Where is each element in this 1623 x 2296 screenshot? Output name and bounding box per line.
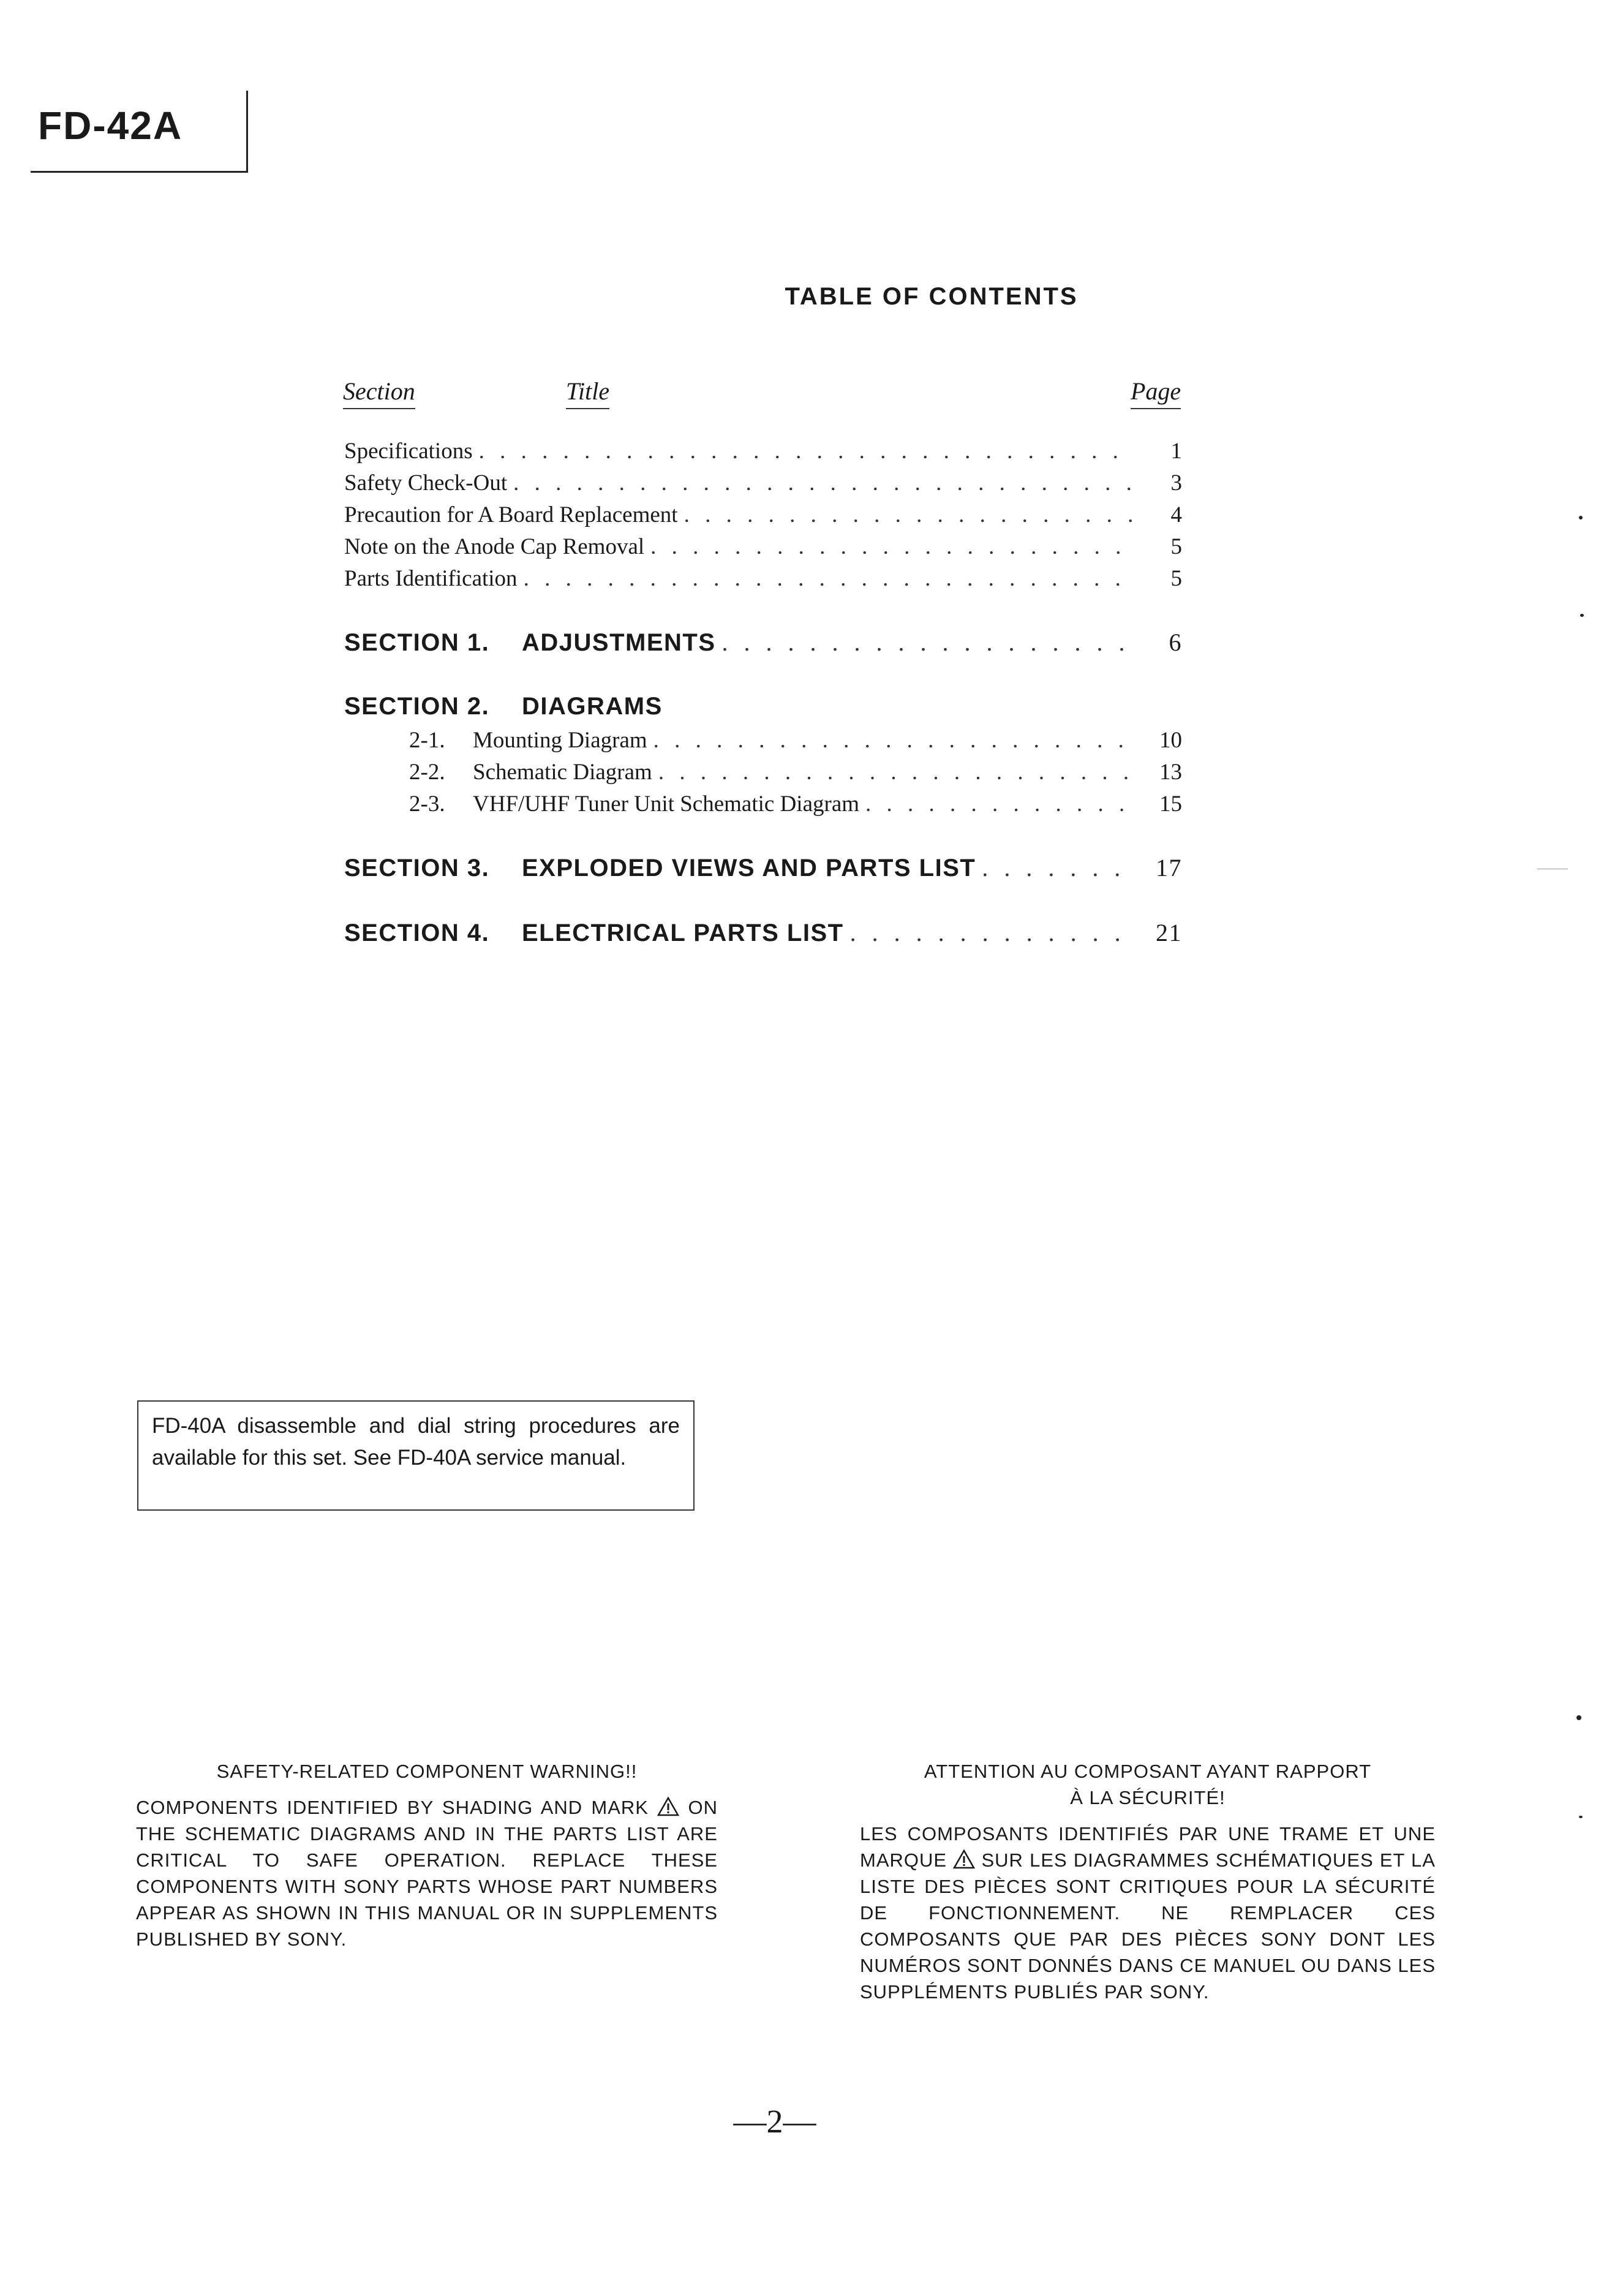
leader-dots: [479, 438, 1133, 464]
toc-item[interactable]: [344, 534, 1182, 565]
warning-triangle-icon: [953, 1849, 975, 1869]
warning-heading: [860, 1758, 1436, 1811]
toc-section-3[interactable]: [344, 853, 1182, 888]
subsection-number: 2-3.: [409, 791, 445, 817]
toc-item[interactable]: [344, 470, 1182, 502]
leader-dots: [524, 565, 1133, 592]
section-number: SECTION 2.: [344, 693, 490, 720]
leader-dots: [865, 791, 1133, 817]
toc-section-4[interactable]: [344, 918, 1182, 953]
scan-speck: [1576, 1715, 1581, 1720]
warning-heading-line: ATTENTION AU COMPOSANT AYANT RAPPORT: [924, 1761, 1372, 1782]
column-header-title: Title: [566, 377, 609, 409]
toc-item-page: 1: [1170, 439, 1182, 464]
leader-dots: [850, 918, 1133, 947]
notice-text: FD-40A disassemble and dial string procedures are available for this set. See FD-40A service manual.: [152, 1414, 680, 1470]
subsection-title: VHF/UHF Tuner Unit Schematic Diagram: [473, 791, 860, 817]
scan-speck: [1579, 1816, 1583, 1818]
toc-subsection[interactable]: [344, 791, 1182, 823]
leader-dots: [684, 502, 1133, 528]
leader-dots: [653, 727, 1133, 753]
scan-speck: [1580, 614, 1584, 617]
toc-item-title: Note on the Anode Cap Removal: [344, 534, 645, 559]
toc-item-page: 5: [1170, 534, 1182, 559]
section-page: 17: [1156, 854, 1182, 882]
header-rule-vertical: [246, 91, 248, 173]
subsection-page: 13: [1159, 760, 1182, 785]
leader-dots: [982, 853, 1133, 882]
leader-dots: [722, 628, 1133, 657]
toc-item[interactable]: [344, 438, 1182, 470]
section-number: SECTION 3.: [344, 855, 490, 882]
warning-triangle-icon: [657, 1797, 679, 1816]
safety-warning-english: [136, 1758, 718, 1952]
warning-body: [860, 1821, 1436, 2005]
toc-title-text: TABLE OF CONTENTS: [785, 283, 1079, 310]
toc-item-page: 5: [1170, 566, 1182, 591]
toc-item[interactable]: [344, 565, 1182, 597]
toc-item-page: 4: [1170, 502, 1182, 527]
safety-warning-french: [860, 1758, 1436, 2005]
section-number: SECTION 4.: [344, 920, 490, 946]
subsection-page: 10: [1159, 728, 1182, 753]
model-number: FD-42A: [38, 104, 183, 148]
toc-item-page: 3: [1170, 470, 1182, 496]
warning-text: LES COMPOSANTS IDENTIFIÉS PAR UNE TRAME ET UNE MARQUE: [860, 1823, 1436, 1871]
toc-section-2[interactable]: [344, 693, 1182, 727]
warning-heading: SAFETY-RELATED COMPONENT WARNING!!: [216, 1761, 638, 1782]
toc-item-title: Precaution for A Board Replacement: [344, 502, 678, 527]
warning-text: COMPONENTS IDENTIFIED BY SHADING AND MARK: [136, 1797, 649, 1818]
subsection-page: 15: [1159, 791, 1182, 817]
section-title: ELECTRICAL PARTS LIST: [522, 920, 844, 946]
subsection-title: Mounting Diagram: [473, 728, 647, 753]
toc-subsection[interactable]: [344, 759, 1182, 791]
toc-section-1[interactable]: [344, 628, 1182, 662]
column-header-section: Section: [343, 377, 415, 409]
notice-box: [137, 1400, 695, 1511]
header-rule-horizontal: [31, 171, 248, 173]
warning-heading-line: À LA SÉCURITÉ!: [1070, 1787, 1226, 1808]
toc-item-title: Specifications: [344, 439, 473, 464]
toc-item-title: Safety Check-Out: [344, 470, 508, 496]
leader-dots: [650, 534, 1133, 560]
section-page: 6: [1169, 629, 1182, 656]
warning-text: SUR LES DIAGRAMMES SCHÉMATIQUES ET LA LISTE DES PIÈCES SONT CRITIQUES POUR LA SÉCURITÉ DE FONCTIONNEMENT. NE REMPLACER CES COMPOSANTS QUE PAR DES PIÈCES SONY DONT LES NUMÉROS SONT DONNÉS DANS CE MANUEL OU DANS LES SUPPLÉMENTS PUBLIÉS PAR SONY.: [860, 1849, 1436, 2003]
toc-item-title: Parts Identification: [344, 566, 518, 591]
section-title: DIAGRAMS: [522, 693, 663, 720]
section-title: EXPLODED VIEWS AND PARTS LIST: [522, 855, 976, 882]
scan-speck: [1579, 516, 1583, 519]
toc-title: [0, 283, 1623, 311]
leader-dots: [513, 470, 1133, 496]
section-number: SECTION 1.: [344, 629, 490, 656]
toc-subsection[interactable]: [344, 727, 1182, 759]
toc-list: [344, 438, 1182, 953]
section-title: ADJUSTMENTS: [522, 629, 716, 656]
subsection-number: 2-1.: [409, 728, 445, 753]
page-number: [0, 2102, 1623, 2140]
subsection-number: 2-2.: [409, 760, 445, 785]
leader-dots: [658, 759, 1133, 785]
page-number-text: —2—: [733, 2103, 816, 2140]
toc-item[interactable]: [344, 502, 1182, 534]
column-header-page: Page: [1131, 377, 1181, 409]
section-page: 21: [1156, 919, 1182, 946]
warning-text: ON THE SCHEMATIC DIAGRAMS AND IN THE PARTS LIST ARE CRITICAL TO SAFE OPERATION. REPLACE THESE COMPONENTS WITH SONY PARTS WHOSE PART NUMBERS APPEAR AS SHOWN IN THIS MANUAL OR IN SUPPLEMENTS PUBLISHED BY SONY.: [136, 1797, 718, 1950]
subsection-title: Schematic Diagram: [473, 760, 652, 785]
warning-body: [136, 1794, 718, 1952]
